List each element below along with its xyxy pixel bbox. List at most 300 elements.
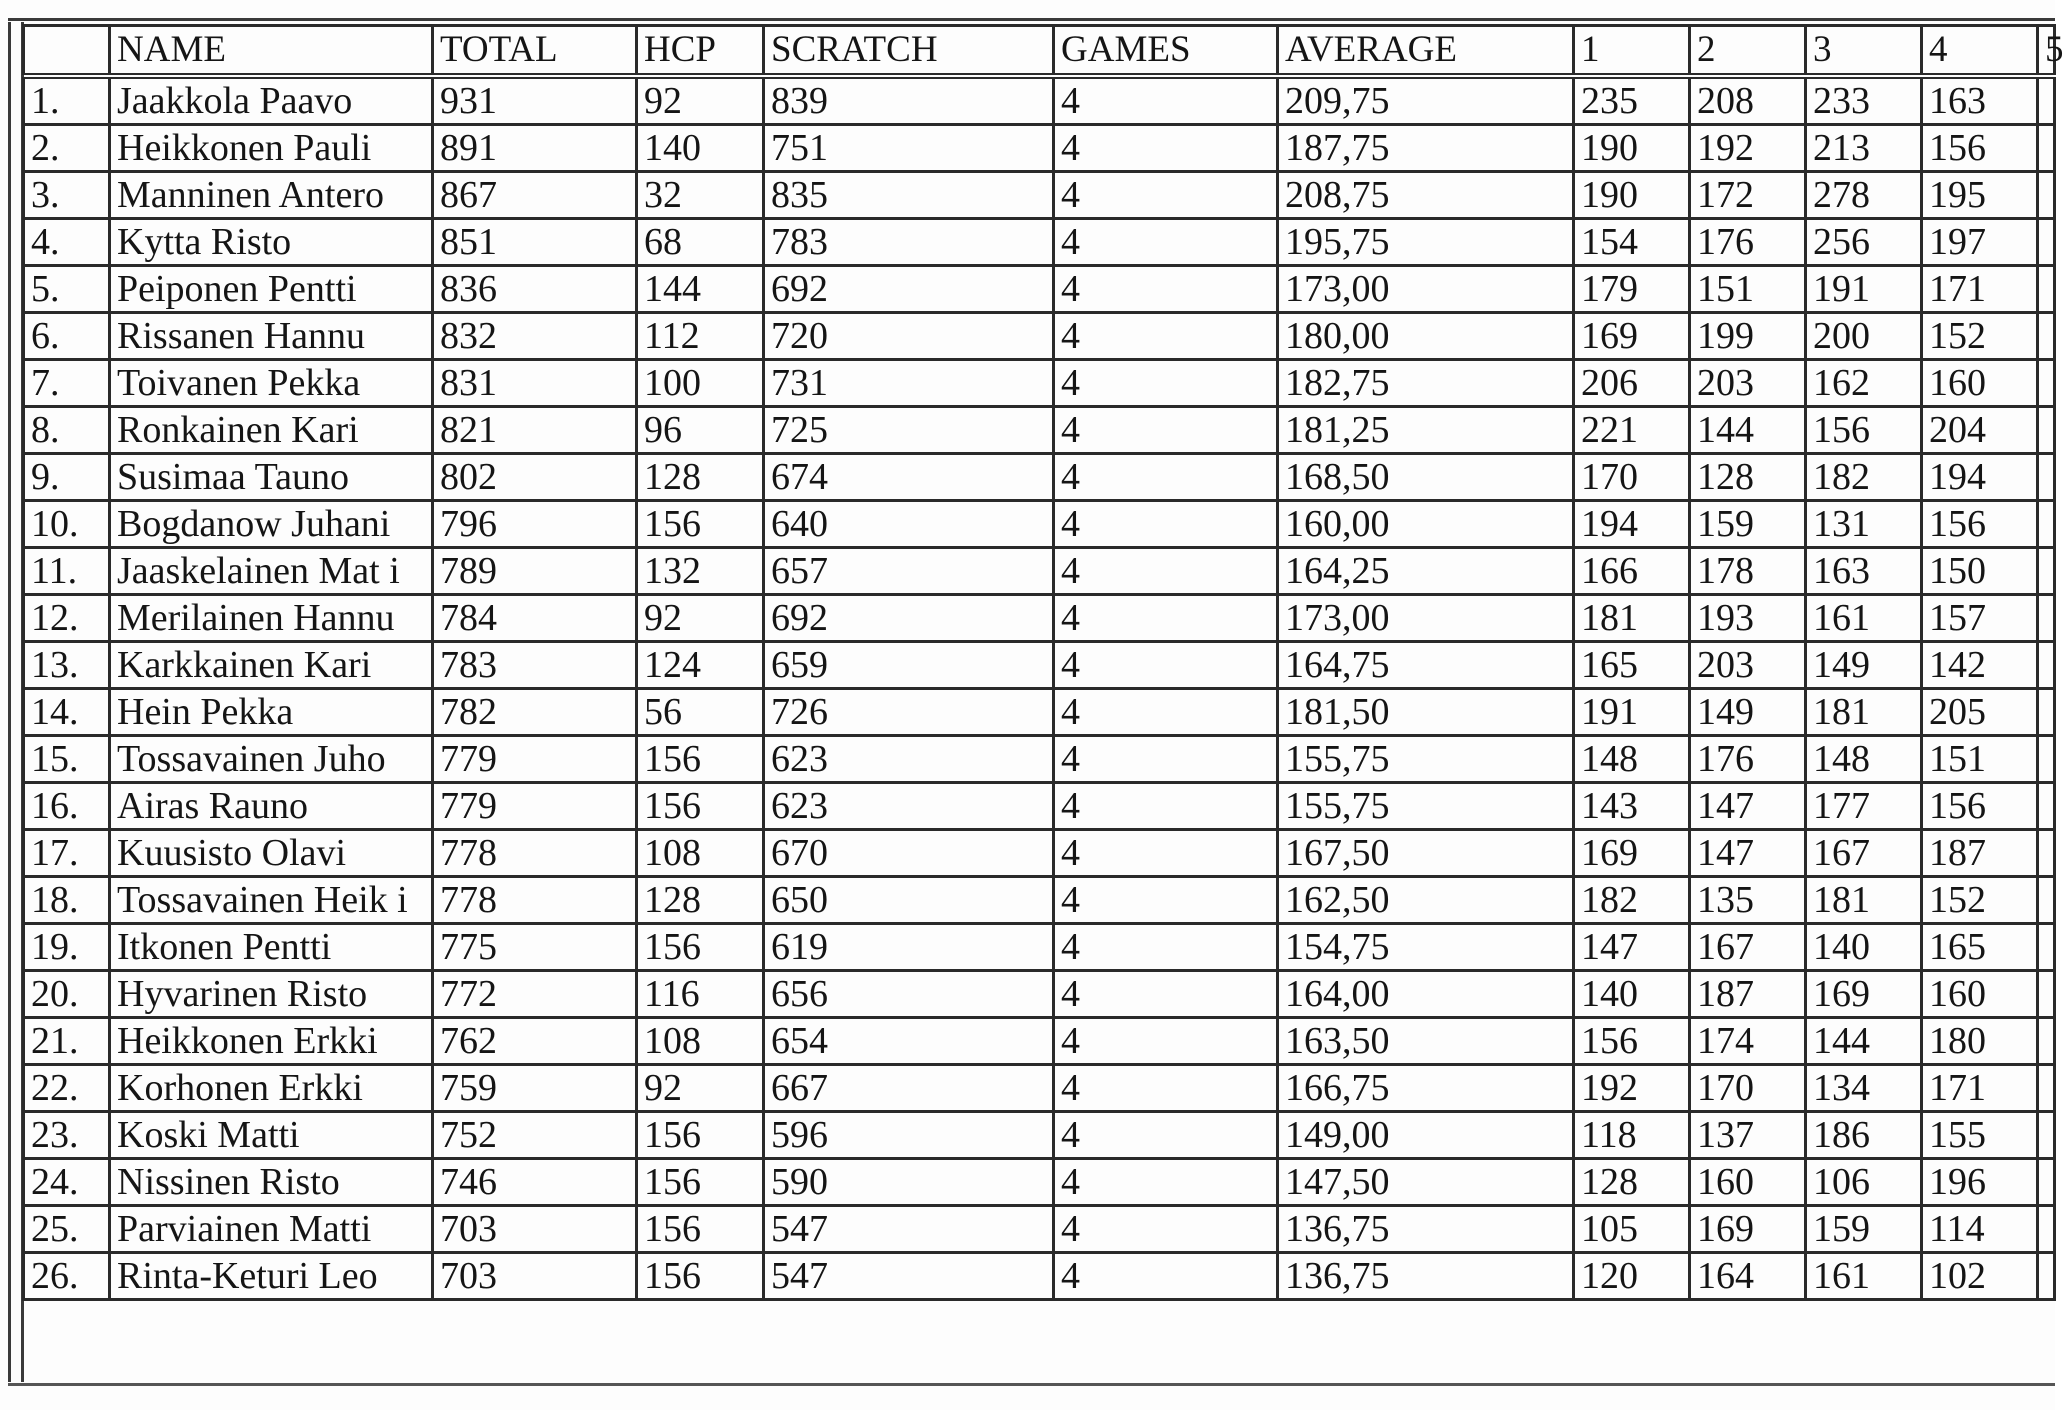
cell-scratch: 726 <box>764 689 1054 736</box>
cell-hcp: 32 <box>637 172 764 219</box>
cell-game-5 <box>2038 1065 2055 1112</box>
cell-hcp: 132 <box>637 548 764 595</box>
cell-hcp: 112 <box>637 313 764 360</box>
cell-rank: 10. <box>24 501 110 548</box>
cell-scratch: 674 <box>764 454 1054 501</box>
cell-name: Jaaskelainen Mat i <box>110 548 433 595</box>
cell-total: 783 <box>433 642 637 689</box>
cell-game-3: 140 <box>1806 924 1922 971</box>
cell-name: Parviainen Matti <box>110 1206 433 1253</box>
header-game-2: 2 <box>1690 26 1806 77</box>
cell-game-5 <box>2038 501 2055 548</box>
cell-game-3: 161 <box>1806 1253 1922 1300</box>
cell-hcp: 92 <box>637 1065 764 1112</box>
cell-game-3: 156 <box>1806 407 1922 454</box>
cell-game-5 <box>2038 360 2055 407</box>
cell-average: 136,75 <box>1278 1253 1574 1300</box>
table-row <box>24 1253 2055 1300</box>
cell-game-1: 221 <box>1574 407 1690 454</box>
cell-games: 4 <box>1054 783 1278 830</box>
cell-name: Merilainen Hannu <box>110 595 433 642</box>
cell-game-5 <box>2038 1206 2055 1253</box>
cell-name: Susimaa Tauno <box>110 454 433 501</box>
cell-game-5 <box>2038 783 2055 830</box>
cell-total: 836 <box>433 266 637 313</box>
cell-game-1: 170 <box>1574 454 1690 501</box>
cell-game-1: 156 <box>1574 1018 1690 1065</box>
cell-game-5 <box>2038 1112 2055 1159</box>
cell-games: 4 <box>1054 830 1278 877</box>
cell-average: 181,50 <box>1278 689 1574 736</box>
cell-total: 891 <box>433 125 637 172</box>
table-row <box>24 501 2055 548</box>
cell-games: 4 <box>1054 689 1278 736</box>
results-body <box>24 76 2055 1300</box>
cell-rank: 9. <box>24 454 110 501</box>
cell-game-4: 150 <box>1922 548 2038 595</box>
cell-game-5 <box>2038 595 2055 642</box>
cell-game-5 <box>2038 125 2055 172</box>
cell-name: Bogdanow Juhani <box>110 501 433 548</box>
header-scratch: SCRATCH <box>764 26 1054 77</box>
table-row <box>24 783 2055 830</box>
cell-game-5 <box>2038 454 2055 501</box>
cell-rank: 20. <box>24 971 110 1018</box>
cell-games: 4 <box>1054 454 1278 501</box>
cell-scratch: 720 <box>764 313 1054 360</box>
table-row <box>24 971 2055 1018</box>
cell-game-2: 178 <box>1690 548 1806 595</box>
cell-name: Ronkainen Kari <box>110 407 433 454</box>
cell-game-1: 191 <box>1574 689 1690 736</box>
header-rank <box>24 26 110 77</box>
cell-game-4: 102 <box>1922 1253 2038 1300</box>
cell-total: 832 <box>433 313 637 360</box>
cell-scratch: 839 <box>764 76 1054 125</box>
cell-game-2: 208 <box>1690 76 1806 125</box>
cell-game-3: 162 <box>1806 360 1922 407</box>
cell-average: 180,00 <box>1278 313 1574 360</box>
cell-game-5 <box>2038 1253 2055 1300</box>
cell-name: Kytta Risto <box>110 219 433 266</box>
cell-total: 762 <box>433 1018 637 1065</box>
cell-game-5 <box>2038 924 2055 971</box>
cell-game-4: 156 <box>1922 783 2038 830</box>
cell-average: 163,50 <box>1278 1018 1574 1065</box>
table-row <box>24 689 2055 736</box>
cell-rank: 18. <box>24 877 110 924</box>
cell-rank: 3. <box>24 172 110 219</box>
cell-game-1: 169 <box>1574 313 1690 360</box>
cell-scratch: 725 <box>764 407 1054 454</box>
cell-average: 166,75 <box>1278 1065 1574 1112</box>
cell-total: 778 <box>433 877 637 924</box>
table-row <box>24 1018 2055 1065</box>
cell-total: 867 <box>433 172 637 219</box>
cell-average: 136,75 <box>1278 1206 1574 1253</box>
cell-games: 4 <box>1054 219 1278 266</box>
table-row <box>24 266 2055 313</box>
cell-rank: 8. <box>24 407 110 454</box>
cell-total: 779 <box>433 783 637 830</box>
cell-rank: 23. <box>24 1112 110 1159</box>
cell-game-4: 157 <box>1922 595 2038 642</box>
cell-game-5 <box>2038 219 2055 266</box>
cell-game-5 <box>2038 877 2055 924</box>
cell-scratch: 657 <box>764 548 1054 595</box>
cell-rank: 4. <box>24 219 110 266</box>
cell-total: 759 <box>433 1065 637 1112</box>
cell-game-5 <box>2038 1018 2055 1065</box>
cell-hcp: 156 <box>637 736 764 783</box>
cell-scratch: 692 <box>764 266 1054 313</box>
cell-average: 168,50 <box>1278 454 1574 501</box>
cell-game-5 <box>2038 971 2055 1018</box>
cell-game-4: 196 <box>1922 1159 2038 1206</box>
cell-name: Rissanen Hannu <box>110 313 433 360</box>
cell-average: 162,50 <box>1278 877 1574 924</box>
cell-games: 4 <box>1054 1159 1278 1206</box>
cell-game-4: 197 <box>1922 219 2038 266</box>
cell-game-2: 151 <box>1690 266 1806 313</box>
cell-rank: 6. <box>24 313 110 360</box>
cell-game-3: 233 <box>1806 76 1922 125</box>
cell-hcp: 144 <box>637 266 764 313</box>
cell-scratch: 659 <box>764 642 1054 689</box>
cell-average: 209,75 <box>1278 76 1574 125</box>
table-row <box>24 172 2055 219</box>
cell-scratch: 596 <box>764 1112 1054 1159</box>
cell-games: 4 <box>1054 877 1278 924</box>
cell-game-2: 199 <box>1690 313 1806 360</box>
cell-average: 173,00 <box>1278 595 1574 642</box>
cell-hcp: 92 <box>637 595 764 642</box>
table-row <box>24 1206 2055 1253</box>
cell-scratch: 650 <box>764 877 1054 924</box>
cell-games: 4 <box>1054 360 1278 407</box>
cell-game-5 <box>2038 266 2055 313</box>
cell-game-2: 137 <box>1690 1112 1806 1159</box>
cell-game-4: 204 <box>1922 407 2038 454</box>
cell-game-2: 176 <box>1690 736 1806 783</box>
cell-hcp: 156 <box>637 924 764 971</box>
cell-hcp: 140 <box>637 125 764 172</box>
cell-game-1: 166 <box>1574 548 1690 595</box>
cell-name: Hyvarinen Risto <box>110 971 433 1018</box>
cell-game-4: 171 <box>1922 266 2038 313</box>
cell-name: Airas Rauno <box>110 783 433 830</box>
sheet-bottom-border <box>8 1383 2055 1386</box>
cell-game-4: 152 <box>1922 877 2038 924</box>
cell-hcp: 128 <box>637 454 764 501</box>
cell-total: 821 <box>433 407 637 454</box>
cell-game-4: 142 <box>1922 642 2038 689</box>
cell-games: 4 <box>1054 1065 1278 1112</box>
cell-name: Tossavainen Heik i <box>110 877 433 924</box>
cell-games: 4 <box>1054 407 1278 454</box>
cell-game-3: 181 <box>1806 689 1922 736</box>
cell-game-4: 114 <box>1922 1206 2038 1253</box>
cell-game-1: 182 <box>1574 877 1690 924</box>
cell-total: 779 <box>433 736 637 783</box>
table-row <box>24 76 2055 125</box>
cell-game-4: 163 <box>1922 76 2038 125</box>
cell-game-1: 179 <box>1574 266 1690 313</box>
cell-average: 182,75 <box>1278 360 1574 407</box>
table-row <box>24 360 2055 407</box>
cell-game-4: 194 <box>1922 454 2038 501</box>
cell-average: 149,00 <box>1278 1112 1574 1159</box>
cell-game-3: 200 <box>1806 313 1922 360</box>
cell-name: Peiponen Pentti <box>110 266 433 313</box>
cell-total: 789 <box>433 548 637 595</box>
cell-game-1: 147 <box>1574 924 1690 971</box>
cell-game-3: 134 <box>1806 1065 1922 1112</box>
cell-name: Toivanen Pekka <box>110 360 433 407</box>
cell-rank: 14. <box>24 689 110 736</box>
cell-game-1: 206 <box>1574 360 1690 407</box>
cell-games: 4 <box>1054 1018 1278 1065</box>
cell-game-1: 105 <box>1574 1206 1690 1253</box>
cell-game-5 <box>2038 830 2055 877</box>
cell-scratch: 667 <box>764 1065 1054 1112</box>
cell-game-1: 143 <box>1574 783 1690 830</box>
cell-game-2: 135 <box>1690 877 1806 924</box>
table-row <box>24 548 2055 595</box>
cell-hcp: 156 <box>637 783 764 830</box>
cell-game-4: 180 <box>1922 1018 2038 1065</box>
cell-game-3: 131 <box>1806 501 1922 548</box>
cell-game-3: 182 <box>1806 454 1922 501</box>
cell-game-1: 165 <box>1574 642 1690 689</box>
cell-games: 4 <box>1054 736 1278 783</box>
cell-total: 796 <box>433 501 637 548</box>
cell-game-4: 187 <box>1922 830 2038 877</box>
cell-hcp: 116 <box>637 971 764 1018</box>
cell-game-3: 148 <box>1806 736 1922 783</box>
cell-game-1: 194 <box>1574 501 1690 548</box>
cell-total: 802 <box>433 454 637 501</box>
cell-total: 851 <box>433 219 637 266</box>
cell-rank: 24. <box>24 1159 110 1206</box>
cell-game-3: 191 <box>1806 266 1922 313</box>
cell-rank: 5. <box>24 266 110 313</box>
header-row <box>24 26 2055 77</box>
cell-game-4: 205 <box>1922 689 2038 736</box>
cell-name: Koski Matti <box>110 1112 433 1159</box>
cell-rank: 7. <box>24 360 110 407</box>
cell-game-3: 161 <box>1806 595 1922 642</box>
cell-game-2: 176 <box>1690 219 1806 266</box>
cell-rank: 17. <box>24 830 110 877</box>
cell-game-2: 159 <box>1690 501 1806 548</box>
cell-game-5 <box>2038 407 2055 454</box>
cell-total: 772 <box>433 971 637 1018</box>
cell-game-4: 171 <box>1922 1065 2038 1112</box>
cell-average: 173,00 <box>1278 266 1574 313</box>
cell-hcp: 156 <box>637 1112 764 1159</box>
cell-game-1: 190 <box>1574 172 1690 219</box>
cell-hcp: 128 <box>637 877 764 924</box>
table-row <box>24 595 2055 642</box>
cell-game-3: 163 <box>1806 548 1922 595</box>
cell-game-4: 155 <box>1922 1112 2038 1159</box>
cell-scratch: 731 <box>764 360 1054 407</box>
cell-game-3: 186 <box>1806 1112 1922 1159</box>
table-row <box>24 830 2055 877</box>
cell-game-5 <box>2038 313 2055 360</box>
cell-name: Manninen Antero <box>110 172 433 219</box>
cell-game-2: 167 <box>1690 924 1806 971</box>
cell-game-2: 193 <box>1690 595 1806 642</box>
cell-game-2: 203 <box>1690 360 1806 407</box>
cell-game-1: 128 <box>1574 1159 1690 1206</box>
cell-name: Heikkonen Pauli <box>110 125 433 172</box>
cell-average: 155,75 <box>1278 736 1574 783</box>
header-game-3: 3 <box>1806 26 1922 77</box>
cell-hcp: 156 <box>637 1159 764 1206</box>
cell-game-2: 172 <box>1690 172 1806 219</box>
cell-hcp: 92 <box>637 76 764 125</box>
cell-game-2: 170 <box>1690 1065 1806 1112</box>
cell-total: 752 <box>433 1112 637 1159</box>
cell-game-2: 169 <box>1690 1206 1806 1253</box>
cell-rank: 15. <box>24 736 110 783</box>
cell-scratch: 640 <box>764 501 1054 548</box>
cell-games: 4 <box>1054 125 1278 172</box>
cell-game-2: 147 <box>1690 783 1806 830</box>
cell-total: 775 <box>433 924 637 971</box>
cell-games: 4 <box>1054 76 1278 125</box>
cell-total: 784 <box>433 595 637 642</box>
cell-game-2: 160 <box>1690 1159 1806 1206</box>
cell-scratch: 692 <box>764 595 1054 642</box>
cell-game-2: 149 <box>1690 689 1806 736</box>
cell-game-3: 256 <box>1806 219 1922 266</box>
cell-rank: 19. <box>24 924 110 971</box>
cell-game-1: 120 <box>1574 1253 1690 1300</box>
cell-scratch: 623 <box>764 783 1054 830</box>
header-name: NAME <box>110 26 433 77</box>
cell-game-5 <box>2038 642 2055 689</box>
cell-average: 155,75 <box>1278 783 1574 830</box>
cell-hcp: 156 <box>637 1253 764 1300</box>
cell-average: 195,75 <box>1278 219 1574 266</box>
cell-scratch: 547 <box>764 1253 1054 1300</box>
cell-games: 4 <box>1054 501 1278 548</box>
cell-scratch: 590 <box>764 1159 1054 1206</box>
cell-average: 181,25 <box>1278 407 1574 454</box>
table-row <box>24 1112 2055 1159</box>
cell-average: 208,75 <box>1278 172 1574 219</box>
cell-rank: 16. <box>24 783 110 830</box>
table-row <box>24 877 2055 924</box>
cell-total: 782 <box>433 689 637 736</box>
cell-name: Itkonen Pentti <box>110 924 433 971</box>
cell-game-2: 174 <box>1690 1018 1806 1065</box>
cell-total: 703 <box>433 1253 637 1300</box>
cell-game-2: 192 <box>1690 125 1806 172</box>
cell-game-4: 152 <box>1922 313 2038 360</box>
cell-scratch: 670 <box>764 830 1054 877</box>
table-row <box>24 924 2055 971</box>
cell-rank: 2. <box>24 125 110 172</box>
cell-rank: 26. <box>24 1253 110 1300</box>
cell-hcp: 156 <box>637 501 764 548</box>
cell-games: 4 <box>1054 266 1278 313</box>
cell-hcp: 108 <box>637 1018 764 1065</box>
cell-hcp: 124 <box>637 642 764 689</box>
cell-games: 4 <box>1054 924 1278 971</box>
cell-game-5 <box>2038 172 2055 219</box>
table-row <box>24 454 2055 501</box>
cell-name: Nissinen Risto <box>110 1159 433 1206</box>
cell-game-2: 128 <box>1690 454 1806 501</box>
cell-scratch: 783 <box>764 219 1054 266</box>
cell-name: Hein Pekka <box>110 689 433 736</box>
cell-average: 164,25 <box>1278 548 1574 595</box>
cell-name: Kuusisto Olavi <box>110 830 433 877</box>
cell-rank: 11. <box>24 548 110 595</box>
cell-average: 154,75 <box>1278 924 1574 971</box>
cell-game-3: 167 <box>1806 830 1922 877</box>
cell-game-5 <box>2038 689 2055 736</box>
header-game-4: 4 <box>1922 26 2038 77</box>
cell-game-4: 160 <box>1922 971 2038 1018</box>
cell-scratch: 751 <box>764 125 1054 172</box>
cell-game-3: 213 <box>1806 125 1922 172</box>
cell-games: 4 <box>1054 1253 1278 1300</box>
bowling-results-table <box>22 24 2064 1301</box>
cell-game-1: 181 <box>1574 595 1690 642</box>
table-row <box>24 313 2055 360</box>
cell-game-2: 203 <box>1690 642 1806 689</box>
cell-scratch: 623 <box>764 736 1054 783</box>
sheet-top-border <box>8 18 2055 21</box>
header-hcp: HCP <box>637 26 764 77</box>
cell-game-2: 147 <box>1690 830 1806 877</box>
cell-name: Tossavainen Juho <box>110 736 433 783</box>
cell-total: 703 <box>433 1206 637 1253</box>
cell-game-1: 190 <box>1574 125 1690 172</box>
cell-games: 4 <box>1054 172 1278 219</box>
cell-hcp: 56 <box>637 689 764 736</box>
cell-games: 4 <box>1054 595 1278 642</box>
cell-game-3: 169 <box>1806 971 1922 1018</box>
cell-name: Karkkainen Kari <box>110 642 433 689</box>
table-row <box>24 1065 2055 1112</box>
cell-game-5 <box>2038 548 2055 595</box>
cell-scratch: 547 <box>764 1206 1054 1253</box>
cell-game-3: 177 <box>1806 783 1922 830</box>
cell-game-4: 151 <box>1922 736 2038 783</box>
cell-average: 160,00 <box>1278 501 1574 548</box>
cell-rank: 22. <box>24 1065 110 1112</box>
cell-game-3: 278 <box>1806 172 1922 219</box>
header-total: TOTAL <box>433 26 637 77</box>
cell-game-3: 106 <box>1806 1159 1922 1206</box>
header-game-5: 5 <box>2038 26 2055 77</box>
cell-name: Jaakkola Paavo <box>110 76 433 125</box>
cell-average: 147,50 <box>1278 1159 1574 1206</box>
cell-scratch: 654 <box>764 1018 1054 1065</box>
cell-game-4: 160 <box>1922 360 2038 407</box>
cell-game-4: 156 <box>1922 501 2038 548</box>
cell-game-3: 149 <box>1806 642 1922 689</box>
cell-rank: 21. <box>24 1018 110 1065</box>
cell-total: 746 <box>433 1159 637 1206</box>
table-row <box>24 407 2055 454</box>
